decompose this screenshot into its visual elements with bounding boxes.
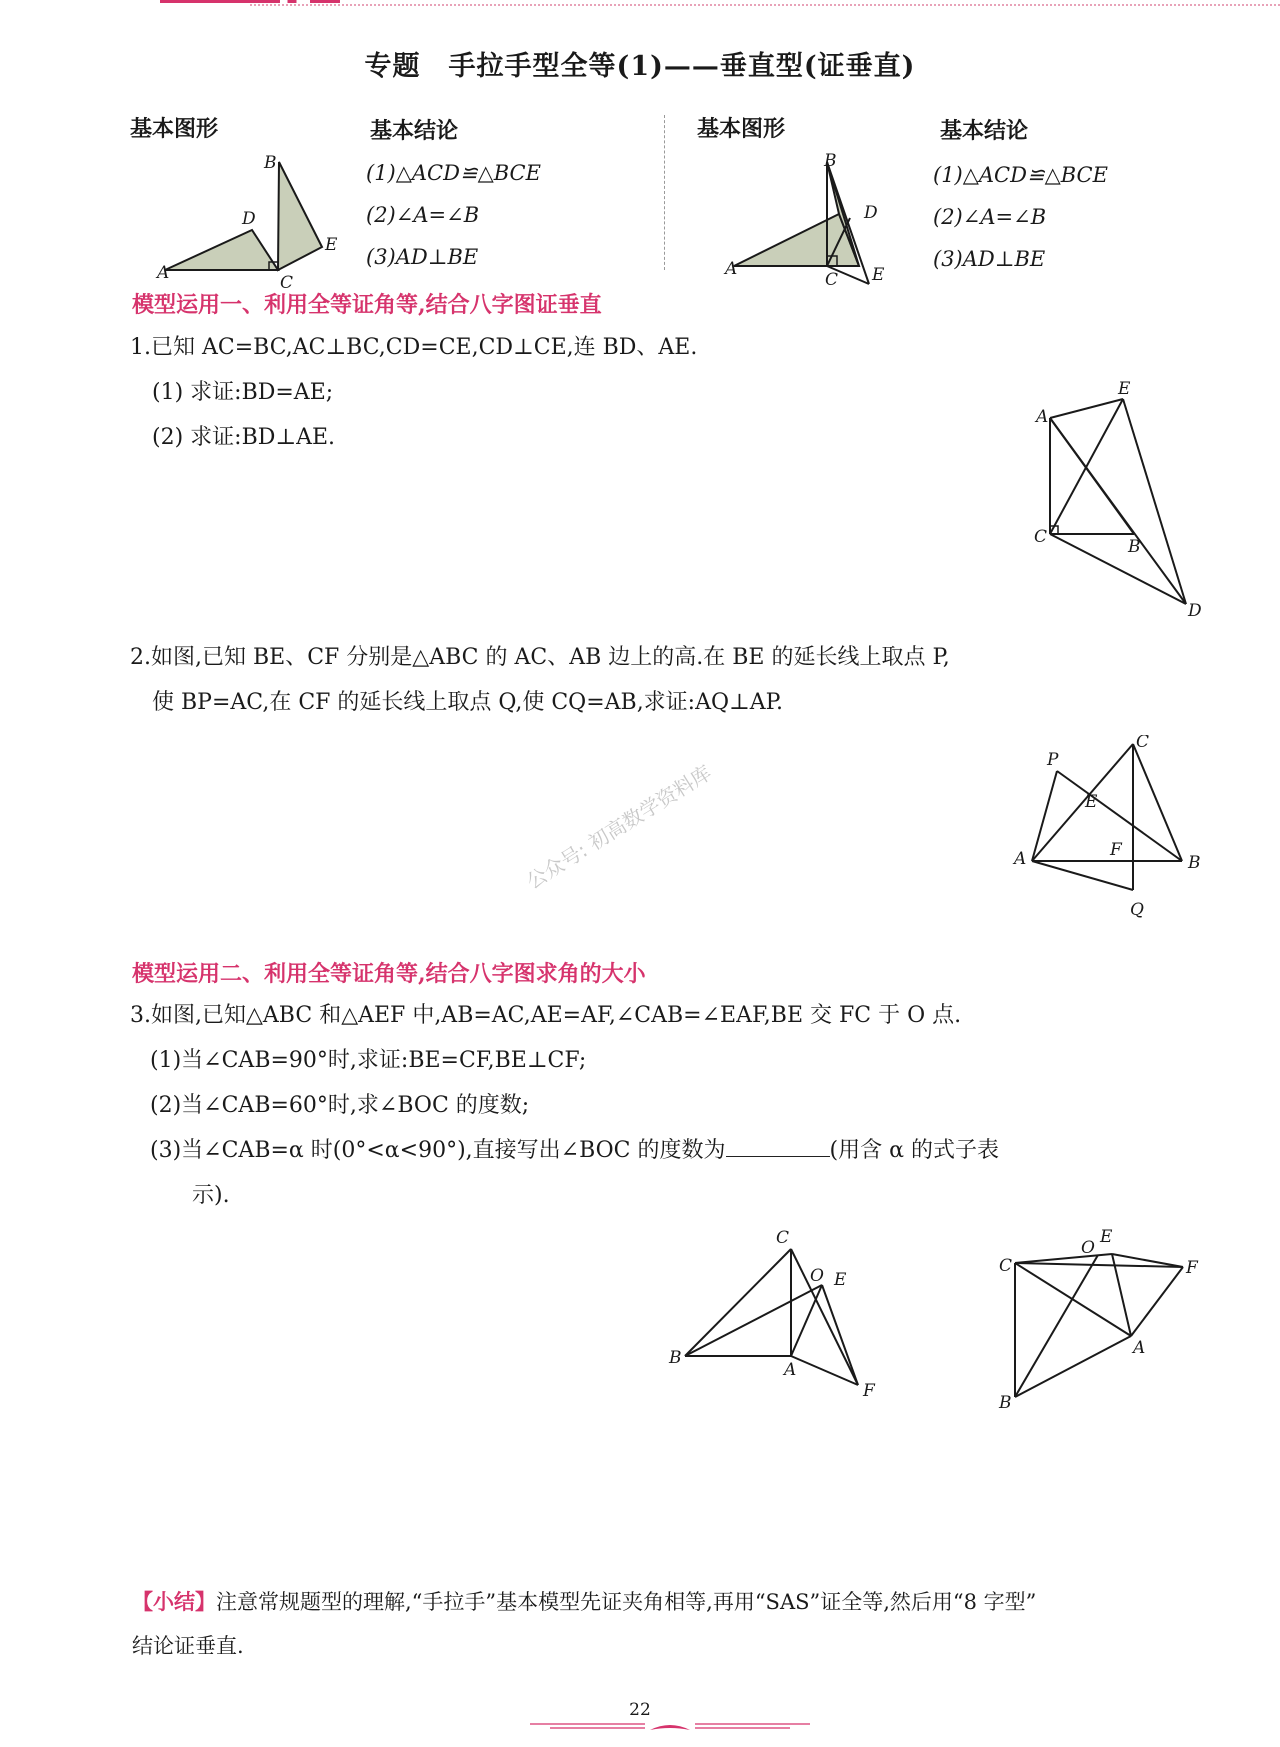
label-o: O	[1081, 1238, 1095, 1258]
summary-line-2: 结论证垂直.	[132, 1634, 244, 1658]
q1-figure	[1020, 380, 1220, 620]
summary-box	[132, 1580, 1212, 1668]
label-q: Q	[1130, 900, 1144, 920]
label-e: E	[1118, 380, 1131, 399]
segment-fa	[1131, 1267, 1183, 1336]
basic-right-figure	[720, 150, 920, 290]
label-b: B	[1188, 853, 1201, 873]
label-p: P	[1047, 750, 1059, 770]
q3-part-1: (1)当∠CAB=90°时,求证:BE=CF,BE⊥CF;	[150, 1048, 587, 1073]
page-number: 22	[629, 1700, 651, 1720]
label-c: C	[280, 273, 294, 290]
segment-ed	[1123, 399, 1186, 604]
page-title: 专题 手拉手型全等(1)——垂直型(证垂直)	[364, 51, 916, 82]
segment-ae	[791, 1285, 822, 1356]
question-1	[130, 325, 697, 460]
label-b: B	[669, 1348, 682, 1368]
label-f: F	[1186, 1258, 1198, 1278]
q3-part-2: (2)当∠CAB=60°时,求∠BOC 的度数;	[150, 1093, 530, 1118]
q1-stem: 1.已知 AC=BC,AC⊥BC,CD=CE,CD⊥CE,连 BD、AE.	[130, 335, 698, 360]
label-f: F	[1110, 840, 1122, 860]
label-a: A	[784, 1360, 797, 1380]
label-o: O	[810, 1266, 824, 1286]
label-d: D	[1188, 601, 1202, 620]
label-a: A	[725, 259, 738, 279]
q3-stem: 3.如图,已知△ABC 和△AEF 中,AB=AC,AE=AF,∠CAB=∠EAF,BE 交 FC 于 O 点.	[130, 1003, 962, 1028]
segment-ce	[1050, 399, 1123, 534]
conclusion-3: (3)AD⊥BE	[366, 245, 479, 269]
segment-ef	[822, 1285, 858, 1385]
segment-bc	[685, 1249, 791, 1356]
label-c: C	[776, 1228, 790, 1248]
label-c: C	[825, 270, 839, 290]
q3-figure-1	[660, 1225, 890, 1410]
q3-part-3-cont: 示).	[192, 1183, 230, 1208]
question-2	[130, 635, 950, 725]
label-d: D	[864, 203, 878, 223]
q3-part-3: (3)当∠CAB=α 时(0°<α<90°),直接写出∠BOC 的度数为 (用含 α 的式子表	[150, 1138, 999, 1163]
label-a: A	[157, 263, 170, 283]
q1-part-2: (2) 求证:BD⊥AE.	[152, 425, 336, 450]
segment-af	[791, 1356, 858, 1385]
answer-blank[interactable]	[726, 1138, 830, 1157]
segment-ae	[1050, 399, 1123, 418]
section-2-title: 模型运用二、利用全等证角等,结合八字图求角的大小	[132, 961, 646, 987]
label-d: D	[242, 209, 256, 229]
label-a: A	[1133, 1338, 1146, 1358]
label-a: A	[1014, 849, 1027, 869]
basic-right-conclusion-heading: 基本结论	[940, 118, 1029, 144]
q2-line-1: 2.如图,已知 BE、CF 分别是△ABC 的 AC、AB 边上的高.在 BE 的延长线上取点 P,	[130, 645, 950, 670]
triangle-bce	[278, 162, 322, 270]
conclusion-3: (3)AD⊥BE	[933, 247, 1046, 271]
triangle-acd	[165, 230, 278, 270]
label-f: F	[863, 1381, 875, 1401]
conclusion-1: (1)△ACD≌△BCE	[933, 163, 1108, 187]
label-b: B	[264, 153, 277, 173]
column-divider	[664, 115, 665, 270]
label-e: E	[872, 265, 885, 285]
label-c: C	[999, 1256, 1013, 1276]
label-e: E	[1085, 792, 1098, 812]
label-c: C	[1136, 735, 1150, 752]
label-e: E	[1100, 1227, 1113, 1247]
label-c: C	[1034, 527, 1048, 547]
basic-right-figure-heading: 基本图形	[697, 116, 786, 142]
label-e: E	[325, 235, 338, 255]
segment-be	[685, 1285, 822, 1356]
basic-left-figure-heading: 基本图形	[130, 116, 219, 142]
q1-part-1: (1) 求证:BD=AE;	[152, 380, 334, 405]
conclusion-2: (2)∠A=∠B	[366, 203, 480, 227]
top-dotted-line	[250, 4, 1280, 6]
label-e: E	[834, 1270, 847, 1290]
q2-line-2: 使 BP=AC,在 CF 的延长线上取点 Q,使 CQ=AB,求证:AQ⊥AP.	[152, 690, 783, 715]
summary-line-1: 【小结】注意常规题型的理解,“手拉手”基本模型先证夹角相等,再用“SAS”证全等,然后用“8 字型”	[132, 1589, 1037, 1614]
watermark: 公众号: 初高数学资料库	[522, 760, 716, 894]
label-b: B	[1128, 537, 1141, 557]
basic-left-conclusions	[366, 152, 541, 278]
segment-ad	[1050, 418, 1186, 604]
label-a: A	[1036, 407, 1049, 427]
summary-tag: 【小结】	[132, 1589, 216, 1614]
q2-figure	[1010, 735, 1210, 920]
basic-left-conclusion-heading: 基本结论	[370, 118, 459, 144]
segment-cd	[1050, 534, 1186, 604]
segment-aq	[1032, 861, 1133, 890]
segment-cf	[1015, 1263, 1183, 1267]
basic-right-conclusions	[933, 154, 1108, 280]
label-b: B	[999, 1393, 1012, 1410]
conclusion-1: (1)△ACD≌△BCE	[366, 161, 541, 185]
label-b: B	[824, 151, 837, 171]
question-3	[130, 993, 1210, 1218]
section-1-title: 模型运用一、利用全等证角等,结合八字图证垂直	[132, 292, 602, 318]
q3-figure-2	[990, 1225, 1220, 1410]
segment-cf	[791, 1249, 858, 1385]
conclusion-2: (2)∠A=∠B	[933, 205, 1047, 229]
basic-left-figure	[150, 150, 350, 290]
